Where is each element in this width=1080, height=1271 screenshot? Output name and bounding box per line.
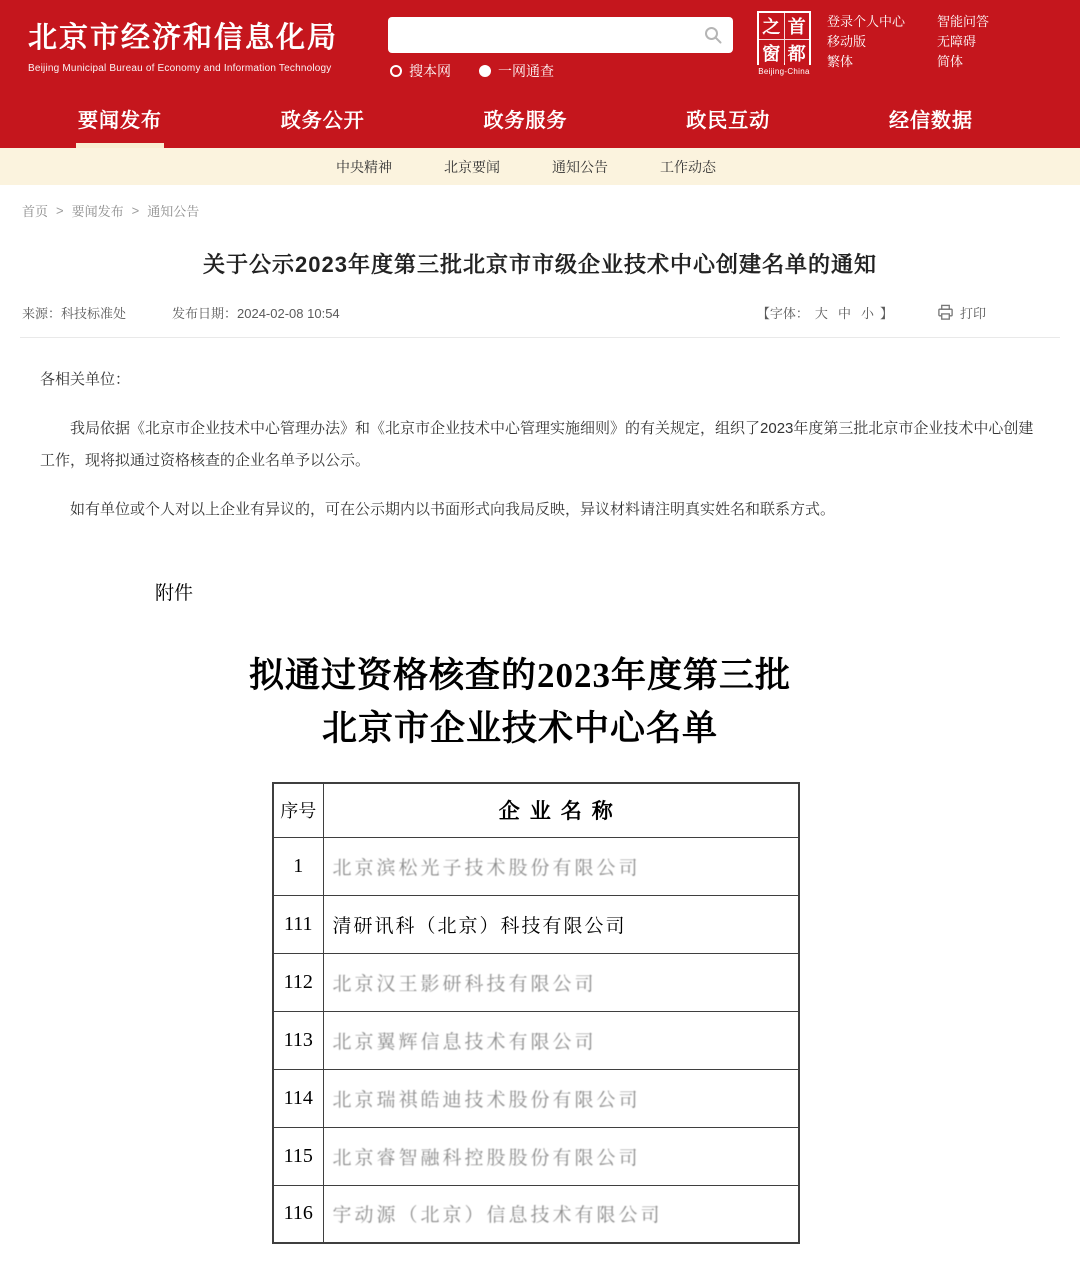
company-name: 清研讯科（北京）科技有限公司 — [323, 895, 799, 953]
subnav-item-beijing-news[interactable]: 北京要闻 — [444, 158, 500, 175]
row-no: 113 — [273, 1011, 323, 1069]
page-title: 关于公示2023年度第三批北京市市级企业技术中心创建名单的通知 — [203, 252, 877, 277]
search-icon[interactable] — [703, 25, 723, 45]
print-label: 打印 — [959, 306, 986, 321]
link-simplified-chinese[interactable]: 简体 — [937, 54, 964, 69]
row-no: 1 — [273, 837, 323, 895]
company-name: 北京瑞祺皓迪技术股份有限公司 — [323, 1069, 799, 1127]
subnav-item-work-trends[interactable]: 工作动态 — [660, 158, 716, 175]
font-size-medium-button[interactable]: 中 — [837, 306, 851, 321]
search-scope-group — [390, 61, 554, 81]
row-no: 114 — [273, 1069, 323, 1127]
article-meta — [20, 303, 1060, 322]
company-name: 北京睿智融科控股股份有限公司 — [323, 1127, 799, 1185]
main-nav — [0, 95, 1080, 148]
company-list-table — [272, 782, 800, 1244]
seal-char: 窗 — [759, 40, 784, 66]
search-scope-network[interactable] — [479, 61, 554, 81]
search-scope-network-label: 一网通查 — [498, 63, 554, 79]
link-login-personal-center[interactable]: 登录个人中心 — [827, 14, 906, 29]
breadcrumb-notices[interactable]: 通知公告 — [147, 204, 200, 219]
font-size-prefix: 【字体： — [756, 306, 809, 321]
company-name: 宇动源（北京）信息技术有限公司 — [323, 1185, 799, 1243]
column-header-company-name: 企业名称 — [323, 783, 799, 837]
row-no: 116 — [273, 1185, 323, 1243]
site-subtitle: Beijing Municipal Bureau of Economy and Information Technology — [28, 63, 332, 74]
row-no: 115 — [273, 1127, 323, 1185]
table-row — [273, 1011, 799, 1069]
salutation: 各相关单位： — [40, 371, 131, 388]
column-header-no: 序号 — [273, 783, 323, 837]
attachment-label: 附件 — [155, 583, 194, 604]
attachment-title-line1: 拟通过资格核查的2023年度第三批 — [248, 656, 791, 695]
article-body — [20, 364, 1060, 526]
link-accessibility[interactable]: 无障碍 — [937, 34, 977, 49]
meta-source: 来源：科技标准处 — [22, 306, 127, 321]
search-scope-site[interactable] — [390, 61, 451, 81]
table-row — [273, 895, 799, 953]
site-title: 北京市经济和信息化局 — [28, 22, 339, 54]
meta-publish-date: 发布日期：2024-02-08 10:54 — [172, 306, 340, 321]
subnav-item-notices[interactable]: 通知公告 — [552, 158, 608, 175]
site-logo[interactable] — [28, 15, 338, 74]
printer-icon — [937, 304, 954, 321]
table-row — [273, 837, 799, 895]
seal-char: 首 — [785, 13, 810, 39]
site-header — [0, 0, 1080, 95]
attachment-title-line2: 北京市企业技术中心名单 — [321, 709, 718, 748]
seal-caption: Beijing-China — [758, 67, 810, 76]
company-name: 北京汉王影研科技有限公司 — [323, 953, 799, 1011]
subnav-item-central-spirit[interactable]: 中央精神 — [336, 158, 392, 175]
paragraph: 我局依据《北京市企业技术中心管理办法》和《北京市企业技术中心管理实施细则》的有关规定，组织了2023年度第三批北京市企业技术中心创建工作，现将拟通过资格核查的企业名单予以公示。 — [40, 420, 1034, 469]
breadcrumb-home[interactable]: 首页 — [22, 204, 49, 219]
capital-window-seal-logo[interactable] — [757, 11, 811, 76]
search-scope-site-label: 搜本网 — [409, 63, 451, 79]
link-traditional-chinese[interactable]: 繁体 — [827, 54, 854, 69]
article — [0, 248, 1080, 1244]
paragraph: 如有单位或个人对以上企业有异议的，可在公示期内以书面形式向我局反映，异议材料请注明真实姓名和联系方式。 — [70, 501, 836, 518]
font-size-large-button[interactable]: 大 — [814, 306, 828, 321]
search-input[interactable] — [388, 17, 703, 53]
attachment-title — [190, 649, 850, 755]
nav-item-gov-disclosure[interactable]: 政务公开 — [280, 110, 365, 132]
seal-grid — [757, 11, 811, 65]
sub-nav — [0, 148, 1080, 185]
header-quick-links — [827, 14, 989, 70]
meta-left — [22, 303, 340, 322]
font-size-suffix: 】 — [879, 306, 893, 321]
breadcrumb-separator: > — [56, 203, 64, 218]
nav-item-news-release[interactable]: 要闻发布 — [78, 95, 162, 148]
nav-item-gov-services[interactable]: 政务服务 — [483, 110, 568, 132]
font-size-control — [757, 303, 893, 322]
table-row — [273, 953, 799, 1011]
radio-unselected-icon — [390, 65, 402, 77]
link-mobile-version[interactable]: 移动版 — [827, 34, 867, 49]
seal-char: 之 — [759, 13, 784, 39]
nav-item-economic-data[interactable]: 经信数据 — [889, 110, 973, 132]
link-smart-qa[interactable]: 智能问答 — [937, 14, 990, 29]
table-header-row — [273, 783, 799, 837]
nav-item-public-interaction[interactable]: 政民互动 — [686, 110, 771, 132]
row-no: 111 — [273, 895, 323, 953]
company-name: 北京翼辉信息技术有限公司 — [323, 1011, 799, 1069]
breadcrumb-news-release[interactable]: 要闻发布 — [71, 204, 124, 219]
seal-char: 都 — [785, 40, 810, 66]
breadcrumb — [0, 185, 1080, 220]
meta-divider — [20, 337, 1060, 338]
font-size-small-button[interactable]: 小 — [860, 306, 874, 321]
table-row — [273, 1127, 799, 1185]
breadcrumb-separator: > — [131, 203, 140, 218]
meta-right — [757, 303, 1058, 322]
print-button[interactable] — [937, 303, 986, 322]
table-row — [273, 1069, 799, 1127]
table-row — [273, 1185, 799, 1243]
row-no: 112 — [273, 953, 323, 1011]
radio-selected-icon — [479, 65, 491, 77]
attachment-document — [20, 649, 1060, 1244]
search-box — [388, 17, 733, 53]
company-name: 北京滨松光子技术股份有限公司 — [323, 837, 799, 895]
